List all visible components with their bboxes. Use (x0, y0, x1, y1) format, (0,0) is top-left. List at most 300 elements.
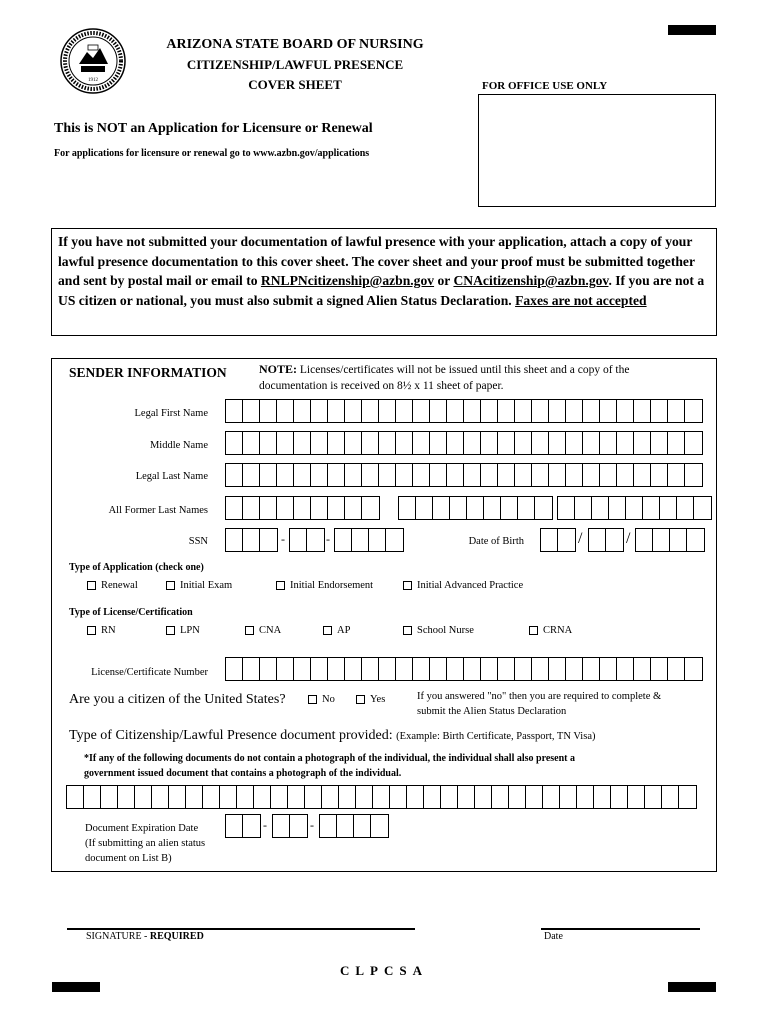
character-cell[interactable] (464, 658, 481, 680)
character-cell[interactable] (399, 497, 416, 519)
character-cell[interactable] (668, 400, 685, 422)
character-cell[interactable] (685, 432, 702, 454)
character-cell[interactable] (685, 658, 702, 680)
character-cell[interactable] (541, 529, 558, 551)
character-cell[interactable] (492, 786, 509, 808)
character-cell[interactable] (243, 815, 260, 837)
last-name-input[interactable] (225, 463, 703, 487)
character-cell[interactable] (396, 658, 413, 680)
rnlpn-email-link[interactable]: RNLPNcitizenship@azbn.gov (260, 273, 435, 288)
character-cell[interactable] (101, 786, 118, 808)
notice-text: . If you are not a US citizen or national, you must also submit a signed Alien Status Declaration. (58, 273, 705, 308)
checkbox-label: LPN (180, 625, 200, 636)
character-cell[interactable] (294, 497, 311, 519)
character-cell[interactable] (226, 658, 243, 680)
signature-label-text: SIGNATURE - (86, 931, 150, 942)
character-cell[interactable] (320, 815, 337, 837)
character-cell[interactable] (634, 432, 651, 454)
ssn-part1-input[interactable] (225, 528, 278, 552)
character-cell[interactable] (396, 464, 413, 486)
checkbox-label: School Nurse (417, 625, 474, 636)
character-cell[interactable] (566, 432, 583, 454)
checkbox-label: RN (101, 625, 116, 636)
character-cell[interactable] (600, 658, 617, 680)
form-title: CITIZENSHIP/LAWFUL PRESENCE (186, 57, 404, 72)
character-cell[interactable] (467, 497, 484, 519)
photo-warning (84, 751, 575, 781)
former-name-3-input[interactable] (557, 496, 712, 520)
character-cell[interactable] (345, 464, 362, 486)
character-cell[interactable] (634, 658, 651, 680)
character-cell[interactable] (592, 497, 609, 519)
checkbox-label: Renewal (101, 580, 138, 591)
character-cell[interactable] (277, 658, 294, 680)
former-name-1-input[interactable] (225, 496, 380, 520)
former-names-label: All Former Last Names (108, 505, 208, 516)
character-cell[interactable] (84, 786, 101, 808)
character-cell[interactable] (628, 786, 645, 808)
character-cell[interactable] (549, 658, 566, 680)
license-number-input[interactable] (225, 657, 703, 681)
character-cell[interactable] (260, 529, 277, 551)
cna-email-link[interactable]: CNAcitizenship@azbn.gov (453, 273, 609, 288)
character-cell[interactable] (532, 464, 549, 486)
license-cna-checkbox[interactable] (245, 625, 281, 636)
citizen-yes-checkbox[interactable] (356, 694, 385, 705)
character-cell[interactable] (668, 464, 685, 486)
office-use-label: FOR OFFICE USE ONLY (482, 80, 608, 92)
character-cell[interactable] (447, 464, 464, 486)
character-cell[interactable] (290, 815, 307, 837)
character-cell[interactable] (447, 432, 464, 454)
character-cell[interactable] (498, 432, 515, 454)
character-cell[interactable] (203, 786, 220, 808)
character-cell[interactable] (450, 497, 467, 519)
character-cell[interactable] (243, 497, 260, 519)
character-cell[interactable] (645, 786, 662, 808)
character-cell[interactable] (634, 464, 651, 486)
character-cell[interactable] (362, 658, 379, 680)
citizen-question: Are you a citizen of the United States? (69, 692, 286, 707)
expiration-label-line: Document Expiration Date (85, 823, 199, 834)
checkbox-label: AP (337, 625, 351, 636)
character-cell[interactable] (277, 432, 294, 454)
registration-mark-bottom-left (52, 982, 100, 992)
character-cell[interactable] (651, 658, 668, 680)
character-cell[interactable] (558, 529, 575, 551)
character-cell[interactable] (653, 529, 670, 551)
character-cell[interactable] (226, 497, 243, 519)
character-cell[interactable] (362, 497, 379, 519)
expiration-day-input[interactable] (272, 814, 308, 838)
character-cell[interactable] (345, 400, 362, 422)
faxes-notice: Faxes are not accepted (515, 292, 647, 308)
office-use-box (478, 94, 716, 207)
dob-day-input[interactable] (588, 528, 624, 552)
character-cell[interactable] (220, 786, 237, 808)
app-type-initial-advanced-practice-checkbox[interactable] (403, 580, 523, 591)
character-cell[interactable] (260, 432, 277, 454)
last-name-label: Legal Last Name (135, 471, 208, 482)
character-cell[interactable] (636, 529, 653, 551)
character-cell[interactable] (458, 786, 475, 808)
character-cell[interactable] (532, 432, 549, 454)
notice-text: If you have not submitted your documentation of lawful presence with your application, attach a copy of your lawful presence documentation to this cover sheet. The cover sheet and your proof must be submitted together and sent by postal mail or email to (58, 234, 695, 288)
checkbox-label: Initial Exam (180, 580, 233, 591)
character-cell[interactable] (290, 529, 307, 551)
character-cell[interactable] (677, 497, 694, 519)
sender-note (259, 361, 699, 394)
character-cell[interactable] (277, 400, 294, 422)
character-cell[interactable] (475, 786, 492, 808)
checkbox-label: Yes (370, 694, 386, 705)
sender-information-title: SENDER INFORMATION (69, 365, 227, 380)
note-text: Licenses/certificates will not be issued until this sheet and a copy of the documentation is received on 8½ x 11 sheet of paper. (259, 364, 630, 392)
character-cell[interactable] (328, 464, 345, 486)
character-cell[interactable] (226, 464, 243, 486)
character-cell[interactable] (260, 464, 277, 486)
character-cell[interactable] (566, 658, 583, 680)
character-cell[interactable] (685, 464, 702, 486)
character-cell[interactable] (679, 786, 696, 808)
character-cell[interactable] (668, 432, 685, 454)
character-cell[interactable] (600, 432, 617, 454)
character-cell[interactable] (386, 529, 403, 551)
character-cell[interactable] (226, 815, 243, 837)
app-type-renewal-checkbox[interactable] (87, 580, 138, 591)
character-cell[interactable] (575, 497, 592, 519)
registration-mark-bottom-right (668, 982, 716, 992)
character-cell[interactable] (237, 786, 254, 808)
character-cell[interactable] (424, 786, 441, 808)
character-cell[interactable] (566, 464, 583, 486)
middle-name-input[interactable] (225, 431, 703, 455)
character-cell[interactable] (273, 815, 290, 837)
application-type-label: Type of Application (check one) (69, 562, 204, 573)
license-rn-checkbox[interactable] (87, 625, 116, 636)
citizen-no-checkbox[interactable] (308, 694, 335, 705)
character-cell[interactable] (243, 432, 260, 454)
character-cell[interactable] (260, 658, 277, 680)
character-cell[interactable] (430, 464, 447, 486)
character-cell[interactable] (226, 432, 243, 454)
character-cell[interactable] (441, 786, 458, 808)
character-cell[interactable] (685, 400, 702, 422)
character-cell[interactable] (328, 400, 345, 422)
document-type-input[interactable] (66, 785, 697, 809)
character-cell[interactable] (501, 497, 518, 519)
character-cell[interactable] (243, 529, 260, 551)
character-cell[interactable] (515, 432, 532, 454)
character-cell[interactable] (560, 786, 577, 808)
character-cell[interactable] (407, 786, 424, 808)
ssn-part2-input[interactable] (289, 528, 325, 552)
character-cell[interactable] (549, 400, 566, 422)
character-cell[interactable] (277, 497, 294, 519)
character-cell[interactable] (118, 786, 135, 808)
character-cell[interactable] (515, 658, 532, 680)
ssn-dash: - (326, 532, 330, 546)
character-cell[interactable] (600, 464, 617, 486)
character-cell[interactable] (288, 786, 305, 808)
character-cell[interactable] (535, 497, 552, 519)
character-cell[interactable] (626, 497, 643, 519)
character-cell[interactable] (371, 815, 388, 837)
character-cell[interactable] (687, 529, 704, 551)
character-cell[interactable] (498, 658, 515, 680)
character-cell[interactable] (294, 400, 311, 422)
character-cell[interactable] (226, 400, 243, 422)
dob-year-input[interactable] (635, 528, 705, 552)
character-cell[interactable] (243, 464, 260, 486)
character-cell[interactable] (651, 400, 668, 422)
board-title: ARIZONA STATE BOARD OF NURSING (166, 37, 424, 52)
character-cell[interactable] (481, 432, 498, 454)
expiration-label-line: (If submitting an alien status (85, 838, 206, 849)
character-cell[interactable] (532, 658, 549, 680)
character-cell[interactable] (484, 497, 501, 519)
character-cell[interactable] (362, 464, 379, 486)
expiration-label-line: document on List B) (85, 853, 172, 864)
license-ap-checkbox[interactable] (323, 625, 350, 636)
first-name-label: Legal First Name (134, 408, 208, 419)
character-cell[interactable] (481, 464, 498, 486)
character-cell[interactable] (447, 400, 464, 422)
character-cell[interactable] (583, 464, 600, 486)
character-cell[interactable] (609, 497, 626, 519)
character-cell[interactable] (322, 786, 339, 808)
document-type-question (69, 728, 595, 744)
character-cell[interactable] (515, 400, 532, 422)
character-cell[interactable] (352, 529, 369, 551)
signature-required: REQUIRED (149, 931, 204, 942)
character-cell[interactable] (515, 464, 532, 486)
photo-warning-line: *If any of the following documents do not contain a photograph of the individual, the individual shall also present a (84, 753, 576, 764)
character-cell[interactable] (518, 497, 535, 519)
character-cell[interactable] (464, 400, 481, 422)
character-cell[interactable] (390, 786, 407, 808)
character-cell[interactable] (617, 464, 634, 486)
character-cell[interactable] (294, 432, 311, 454)
form-code: CLPCSA (339, 963, 428, 978)
checkbox-label: Initial Endorsement (290, 580, 374, 591)
character-cell[interactable] (311, 658, 328, 680)
character-cell[interactable] (651, 432, 668, 454)
character-cell[interactable] (668, 658, 685, 680)
notice-text: or (434, 273, 454, 288)
character-cell[interactable] (305, 786, 322, 808)
character-cell[interactable] (311, 400, 328, 422)
character-cell[interactable] (634, 400, 651, 422)
character-cell[interactable] (643, 497, 660, 519)
arizona-seal-icon (60, 28, 126, 94)
character-cell[interactable] (413, 658, 430, 680)
signature-label (86, 931, 204, 942)
license-school-nurse-checkbox[interactable] (403, 625, 474, 636)
character-cell[interactable] (345, 497, 362, 519)
applications-link-text: For applications for licensure or renewal go to www.azbn.gov/applications (54, 148, 370, 159)
character-cell[interactable] (558, 497, 575, 519)
expiration-month-input[interactable] (225, 814, 261, 838)
character-cell[interactable] (430, 432, 447, 454)
character-cell[interactable] (373, 786, 390, 808)
character-cell[interactable] (481, 658, 498, 680)
character-cell[interactable] (243, 658, 260, 680)
first-name-input[interactable] (225, 399, 703, 423)
character-cell[interactable] (549, 432, 566, 454)
character-cell[interactable] (328, 432, 345, 454)
dob-slash: / (578, 530, 583, 547)
middle-name-label: Middle Name (149, 440, 208, 451)
character-cell[interactable] (271, 786, 288, 808)
license-type-label: Type of License/Certification (69, 607, 193, 618)
character-cell[interactable] (243, 400, 260, 422)
character-cell[interactable] (413, 464, 430, 486)
character-cell[interactable] (509, 786, 526, 808)
character-cell[interactable] (543, 786, 560, 808)
character-cell[interactable] (694, 497, 711, 519)
character-cell[interactable] (277, 464, 294, 486)
character-cell[interactable] (583, 658, 600, 680)
character-cell[interactable] (617, 400, 634, 422)
character-cell[interactable] (186, 786, 203, 808)
checkbox-label: CNA (259, 625, 282, 636)
character-cell[interactable] (594, 786, 611, 808)
document-example: (Example: Birth Certificate, Passport, TN Visa) (396, 731, 596, 742)
character-cell[interactable] (307, 529, 324, 551)
note-label: NOTE: (259, 362, 298, 376)
form-subtitle: COVER SHEET (248, 77, 342, 92)
character-cell[interactable] (606, 529, 623, 551)
character-cell[interactable] (433, 497, 450, 519)
character-cell[interactable] (294, 464, 311, 486)
expiration-dash: - (310, 818, 314, 832)
character-cell[interactable] (311, 464, 328, 486)
character-cell[interactable] (651, 464, 668, 486)
registration-mark-top-right (668, 25, 716, 35)
ssn-label: SSN (188, 536, 208, 547)
character-cell[interactable] (600, 400, 617, 422)
character-cell[interactable] (464, 432, 481, 454)
photo-warning-line: government issued document that contains a photograph of the individual. (84, 768, 402, 779)
checkbox-label: CRNA (543, 625, 573, 636)
character-cell[interactable] (577, 786, 594, 808)
character-cell[interactable] (345, 658, 362, 680)
license-lpn-checkbox[interactable] (166, 625, 200, 636)
character-cell[interactable] (611, 786, 628, 808)
character-cell[interactable] (396, 432, 413, 454)
character-cell[interactable] (532, 400, 549, 422)
character-cell[interactable] (260, 400, 277, 422)
character-cell[interactable] (339, 786, 356, 808)
character-cell[interactable] (583, 432, 600, 454)
license-crna-checkbox[interactable] (529, 625, 572, 636)
citizen-instruction-line: If you answered "no" then you are required to complete & (417, 691, 662, 702)
character-cell[interactable] (254, 786, 271, 808)
dob-label: Date of Birth (468, 536, 524, 547)
character-cell[interactable] (135, 786, 152, 808)
character-cell[interactable] (311, 497, 328, 519)
character-cell[interactable] (583, 400, 600, 422)
character-cell[interactable] (498, 464, 515, 486)
dob-slash: / (626, 530, 631, 547)
character-cell[interactable] (311, 432, 328, 454)
former-name-2-input[interactable] (398, 496, 553, 520)
character-cell[interactable] (362, 432, 379, 454)
character-cell[interactable] (447, 658, 464, 680)
character-cell[interactable] (413, 432, 430, 454)
character-cell[interactable] (335, 529, 352, 551)
expiration-label (85, 821, 205, 866)
character-cell[interactable] (328, 497, 345, 519)
character-cell[interactable] (589, 529, 606, 551)
app-type-initial-endorsement-checkbox[interactable] (276, 580, 373, 591)
ssn-dash: - (281, 532, 285, 546)
character-cell[interactable] (379, 658, 396, 680)
svg-text:1912: 1912 (88, 78, 98, 83)
character-cell[interactable] (396, 400, 413, 422)
character-cell[interactable] (526, 786, 543, 808)
character-cell[interactable] (662, 786, 679, 808)
character-cell[interactable] (345, 432, 362, 454)
character-cell[interactable] (566, 400, 583, 422)
app-type-initial-exam-checkbox[interactable] (166, 580, 232, 591)
character-cell[interactable] (430, 400, 447, 422)
character-cell[interactable] (369, 529, 386, 551)
character-cell[interactable] (549, 464, 566, 486)
character-cell[interactable] (328, 658, 345, 680)
character-cell[interactable] (379, 432, 396, 454)
character-cell[interactable] (498, 400, 515, 422)
character-cell[interactable] (430, 658, 447, 680)
character-cell[interactable] (226, 529, 243, 551)
not-application-title: This is NOT an Application for Licensure or Renewal (54, 121, 373, 136)
character-cell[interactable] (416, 497, 433, 519)
character-cell[interactable] (356, 786, 373, 808)
character-cell[interactable] (337, 815, 354, 837)
character-cell[interactable] (67, 786, 84, 808)
character-cell[interactable] (660, 497, 677, 519)
character-cell[interactable] (152, 786, 169, 808)
character-cell[interactable] (379, 400, 396, 422)
document-question-text: Type of Citizenship/Lawful Presence document provided: (69, 728, 393, 743)
dob-month-input[interactable] (540, 528, 576, 552)
expiration-dash: - (263, 818, 267, 832)
character-cell[interactable] (617, 658, 634, 680)
character-cell[interactable] (260, 497, 277, 519)
ssn-part3-input[interactable] (334, 528, 404, 552)
expiration-year-input[interactable] (319, 814, 389, 838)
citizen-instruction-line: submit the Alien Status Declaration (417, 706, 567, 717)
character-cell[interactable] (354, 815, 371, 837)
character-cell[interactable] (617, 432, 634, 454)
character-cell[interactable] (413, 400, 430, 422)
citizen-instruction (417, 689, 661, 719)
date-label: Date (544, 931, 563, 942)
date-line[interactable] (541, 928, 700, 930)
checkbox-label: No (322, 694, 335, 705)
checkbox-label: Initial Advanced Practice (417, 580, 524, 591)
character-cell[interactable] (294, 658, 311, 680)
character-cell[interactable] (464, 464, 481, 486)
character-cell[interactable] (379, 464, 396, 486)
character-cell[interactable] (169, 786, 186, 808)
signature-line[interactable] (67, 928, 415, 930)
character-cell[interactable] (670, 529, 687, 551)
license-number-label: License/Certificate Number (91, 667, 208, 678)
character-cell[interactable] (481, 400, 498, 422)
character-cell[interactable] (362, 400, 379, 422)
